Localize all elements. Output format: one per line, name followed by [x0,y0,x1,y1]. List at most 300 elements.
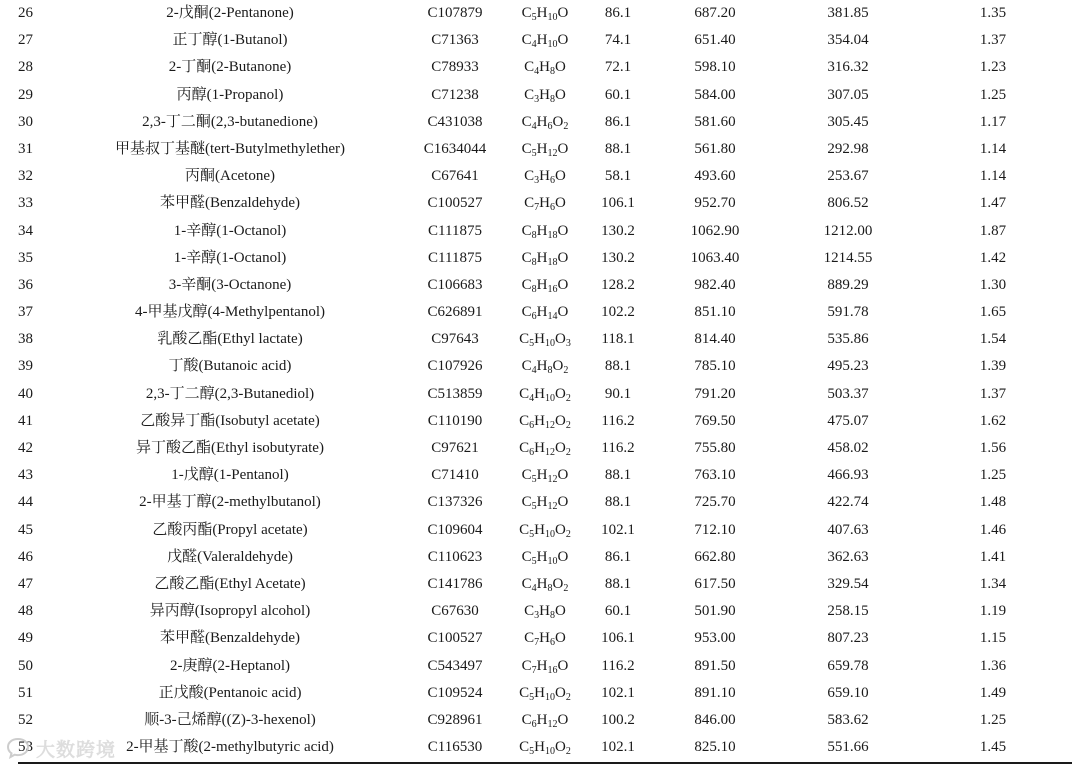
formula-subscript: 8 [550,93,555,105]
molecular-formula [505,136,585,163]
formula-subscript: 2 [563,365,569,377]
formula-element: O [557,494,569,511]
molecular-formula [505,435,585,462]
drift-time: 1.46 [979,521,1007,538]
formula-subscript: 4 [531,39,537,51]
retention-index: 1063.40 [690,249,740,266]
molecular-weight: 88.1 [604,358,632,375]
row-number: 37 [18,304,33,321]
formula-element: O [557,548,569,565]
compound-name: 正戊酸(Pentanoic acid) [158,684,302,701]
formula-subscript: 16 [547,664,558,676]
formula-element: C [521,575,532,592]
drift-time: 1.56 [979,440,1007,456]
retention-time: 292.98 [827,140,869,157]
retention-index: 598.10 [694,59,736,76]
retention-time: 307.05 [827,86,869,103]
formula-element: C [521,113,532,130]
formula-element: C [521,711,532,728]
formula-element: H [539,195,550,212]
compound-name: 2-丁酮(2-Butanone) [168,59,292,76]
table-row [0,734,1080,761]
cas-number: C110623 [427,548,483,565]
retention-index: 725.70 [694,494,736,511]
formula-element: C [524,86,535,103]
compound-name: 乙酸丙酯(Propyl acetate) [152,521,308,538]
compound-name: 丙酮(Acetone) [185,168,275,185]
retention-time: 659.10 [827,684,869,701]
formula-subscript: 2 [565,528,571,540]
compound-name: 丁酸(Butanoic acid) [168,358,292,375]
formula-subscript: 6 [550,202,555,214]
formula-element: H [536,358,548,375]
formula-element: H [539,630,550,647]
retention-index: 651.40 [694,32,736,49]
formula-subscript: 4 [531,365,537,377]
molecular-weight: 116.2 [601,440,635,456]
retention-time: 458.02 [827,440,869,456]
formula-subscript: 8 [547,582,553,594]
formula-element: C [519,684,530,701]
formula-subscript: 4 [529,392,535,404]
formula-subscript: 10 [547,39,558,51]
formula-element: O [555,603,566,620]
row-number: 29 [18,86,33,103]
cas-number: C109524 [427,684,483,701]
formula-element: H [539,168,550,185]
table-row [0,326,1080,353]
drift-time: 1.37 [979,32,1007,49]
molecular-weight: 88.1 [604,467,632,484]
molecular-weight: 58.1 [604,168,632,185]
compound-name: 苯甲醛(Benzaldehyde) [160,195,300,212]
formula-subscript: 4 [531,120,537,132]
row-number: 53 [18,739,33,756]
retention-time: 253.67 [827,168,869,185]
formula-subscript: 5 [529,528,535,540]
retention-index: 952.70 [694,195,736,212]
formula-element: H [536,304,548,321]
formula-element: H [536,711,548,728]
formula-element: H [536,494,548,511]
compound-name: 1-戊醇(1-Pentanol) [171,467,289,484]
cas-number: C97621 [431,440,479,456]
formula-subscript: 6 [529,447,535,458]
molecular-weight: 102.1 [601,521,635,538]
formula-element: H [536,276,548,293]
formula-element: H [539,59,550,76]
retention-time: 1212.00 [823,222,873,239]
molecular-formula [505,734,585,761]
row-number: 50 [18,657,33,674]
compound-name: 丙醇(1-Propanol) [176,86,284,103]
formula-element: C [521,276,532,293]
formula-subscript: 12 [545,419,555,431]
formula-element: H [534,440,545,456]
retention-time: 305.45 [827,113,869,130]
formula-element: H [534,385,545,402]
formula-subscript: 8 [547,365,553,377]
molecular-weight: 72.1 [604,59,632,76]
drift-time: 1.48 [979,494,1007,511]
retention-index: 755.80 [694,440,736,456]
retention-index: 769.50 [694,412,736,429]
row-number: 44 [18,494,33,511]
cas-number: C100527 [427,195,483,212]
row-number: 45 [18,521,33,538]
row-number: 40 [18,385,33,402]
formula-element: H [534,739,545,756]
molecular-weight: 116.2 [601,412,635,429]
compound-name: 乙酸乙酯(Ethyl Acetate) [154,575,306,592]
compound-name: 2-庚醇(2-Heptanol) [170,657,290,674]
cas-number: C71363 [431,32,479,49]
row-number: 42 [18,440,33,456]
row-number: 51 [18,684,33,701]
formula-element: O [555,521,566,538]
cas-number: C141786 [427,575,483,592]
retention-time: 362.63 [827,548,869,565]
table-row [0,27,1080,54]
molecular-weight: 130.2 [601,222,635,239]
molecular-weight: 100.2 [601,711,635,728]
formula-subscript: 3 [534,610,540,622]
compound-name: 2-甲基丁酸(2-methylbutyric acid) [126,739,334,756]
molecular-weight: 90.1 [604,385,632,402]
retention-index: 687.20 [694,5,736,21]
formula-subscript: 5 [531,501,537,513]
row-number: 36 [18,276,33,293]
row-number: 47 [18,575,33,592]
retention-index: 891.50 [694,657,736,674]
retention-index: 851.10 [694,304,736,321]
table-row [0,435,1080,462]
formula-element: H [534,684,545,701]
retention-time: 495.23 [827,358,869,375]
molecular-formula [505,489,585,516]
drift-time: 1.34 [979,575,1007,592]
formula-subscript: 12 [547,147,558,159]
compound-name: 2-戊酮(2-Pentanone) [166,5,294,21]
formula-subscript: 10 [545,746,555,758]
molecular-formula [505,82,585,109]
formula-element: C [524,168,535,185]
retention-time: 407.63 [827,521,869,538]
cas-number: C109604 [427,521,483,538]
formula-subscript: 6 [529,419,535,431]
drift-time: 1.15 [979,630,1007,647]
table-row [0,353,1080,380]
formula-element: O [557,304,569,321]
formula-element: C [524,195,535,212]
cas-number: C928961 [427,711,483,728]
drift-time: 1.30 [979,276,1007,293]
molecular-formula [505,517,585,544]
row-number: 32 [18,168,33,185]
formula-subscript: 14 [547,311,558,323]
formula-element: C [524,630,535,647]
row-number: 34 [18,222,33,239]
formula-element: O [555,739,566,756]
formula-subscript: 3 [565,338,571,350]
row-number: 28 [18,59,33,76]
formula-subscript: 8 [531,283,537,295]
compound-name: 2,3-丁二酮(2,3-butanedione) [142,113,318,130]
compound-name: 顺-3-己烯醇((Z)-3-hexenol) [144,711,316,728]
retention-time: 591.78 [827,304,869,321]
formula-subscript: 12 [545,447,555,458]
molecular-formula [505,653,585,680]
retention-index: 763.10 [694,467,736,484]
formula-element: O [557,5,569,21]
formula-subscript: 6 [531,718,537,730]
retention-time: 1214.55 [823,249,873,266]
formula-subscript: 2 [563,582,569,594]
formula-element: H [536,657,548,674]
drift-time: 1.35 [979,5,1007,21]
formula-subscript: 6 [547,120,553,132]
drift-time: 1.41 [979,548,1007,565]
molecular-formula [505,544,585,571]
formula-element: C [521,5,532,21]
row-number: 43 [18,467,33,484]
retention-time: 316.32 [827,59,869,76]
formula-element: H [539,603,550,620]
molecular-weight: 116.2 [601,657,635,674]
cas-number: C67641 [431,168,479,185]
table-row [0,462,1080,489]
drift-time: 1.25 [979,86,1007,103]
cas-number: C626891 [427,304,483,321]
compound-name: 4-甲基戊醇(4-Methylpentanol) [135,304,325,321]
table-row [0,544,1080,571]
molecular-weight: 88.1 [604,494,632,511]
retention-index: 1062.90 [690,222,740,239]
molecular-formula [505,163,585,190]
retention-index: 561.80 [694,140,736,157]
row-number: 26 [18,5,33,21]
retention-index: 825.10 [694,739,736,756]
compound-name: 异丙醇(Isopropyl alcohol) [149,603,311,620]
row-number: 48 [18,603,33,620]
formula-subscript: 6 [550,637,555,649]
retention-index: 584.00 [694,86,736,103]
retention-index: 846.00 [694,711,736,728]
formula-subscript: 2 [565,392,571,404]
drift-time: 1.65 [979,304,1007,321]
table-row [0,571,1080,598]
retention-time: 466.93 [827,467,869,484]
row-number: 46 [18,548,33,565]
compound-name: 1-辛醇(1-Octanol) [173,222,287,239]
formula-subscript: 5 [531,147,537,159]
molecular-weight: 102.1 [601,739,635,756]
formula-subscript: 2 [565,746,571,758]
compound-name: 2-甲基丁醇(2-methylbutanol) [139,494,321,511]
table-row [0,0,1080,27]
formula-element: O [552,575,564,592]
formula-element: C [521,494,532,511]
row-number: 27 [18,32,33,49]
formula-subscript: 8 [550,610,555,622]
row-number: 30 [18,113,33,130]
cas-number: C107879 [427,5,483,21]
formula-subscript: 8 [550,66,555,78]
molecular-formula [505,408,585,435]
formula-element: C [521,304,532,321]
formula-element: O [555,630,566,647]
table-row [0,190,1080,217]
retention-time: 583.62 [827,711,869,728]
table-row [0,680,1080,707]
table-row [0,136,1080,163]
row-number: 41 [18,412,33,429]
formula-subscript: 7 [534,202,540,214]
molecular-formula [505,381,585,408]
formula-element: C [519,331,530,348]
formula-element: H [536,548,548,565]
table-row [0,489,1080,516]
molecular-weight: 106.1 [601,195,635,212]
formula-element: O [555,59,566,76]
cas-number: C513859 [427,385,483,402]
formula-element: C [521,358,532,375]
molecular-weight: 88.1 [604,140,632,157]
drift-time: 1.39 [979,358,1007,375]
formula-element: C [521,140,532,157]
formula-subscript: 4 [531,582,537,594]
retention-index: 814.40 [694,331,736,348]
molecular-weight: 118.1 [601,331,635,348]
compound-name: 乳酸乙酯(Ethyl lactate) [157,331,303,348]
retention-index: 791.20 [694,385,736,402]
cas-number: C111875 [428,249,482,266]
retention-time: 806.52 [827,195,869,212]
molecular-formula [505,326,585,353]
cas-number: C71238 [431,86,479,103]
molecular-formula [505,598,585,625]
retention-index: 581.60 [694,113,736,130]
table-row [0,625,1080,652]
formula-element: C [519,440,530,456]
drift-time: 1.36 [979,657,1007,674]
drift-time: 1.25 [979,467,1007,484]
retention-time: 381.85 [827,5,869,21]
molecular-formula [505,571,585,598]
formula-element: O [555,86,566,103]
formula-subscript: 5 [531,12,537,23]
row-number: 39 [18,358,33,375]
row-number: 49 [18,630,33,647]
table-row [0,245,1080,272]
formula-element: O [555,385,566,402]
cas-number: C71410 [431,467,479,484]
drift-time: 1.23 [979,59,1007,76]
molecular-weight: 86.1 [604,548,632,565]
retention-time: 659.78 [827,657,869,674]
molecular-weight: 86.1 [604,5,632,21]
table-row [0,272,1080,299]
molecular-formula [505,625,585,652]
formula-subscript: 5 [529,691,535,703]
formula-element: O [557,657,569,674]
formula-element: H [536,140,548,157]
molecular-formula [505,190,585,217]
formula-subscript: 10 [545,392,555,404]
formula-subscript: 18 [547,229,558,241]
retention-index: 785.10 [694,358,736,375]
formula-subscript: 12 [547,501,558,513]
molecular-weight: 60.1 [604,86,632,103]
formula-subscript: 10 [545,691,555,703]
drift-time: 1.14 [979,140,1007,157]
formula-subscript: 12 [547,718,558,730]
formula-subscript: 8 [531,256,537,268]
formula-subscript: 2 [565,419,571,431]
formula-subscript: 8 [531,229,537,241]
retention-time: 889.29 [827,276,869,293]
cas-number: C67630 [431,603,479,620]
formula-subscript: 5 [529,746,535,758]
formula-element: H [539,86,550,103]
molecular-weight: 102.1 [601,684,635,701]
table-row [0,381,1080,408]
table-row [0,54,1080,81]
retention-index: 501.90 [694,603,736,620]
molecular-formula [505,109,585,136]
molecular-formula [505,0,585,27]
formula-subscript: 10 [547,12,558,23]
formula-subscript: 5 [529,338,535,350]
molecular-weight: 102.2 [601,304,635,321]
formula-subscript: 16 [547,283,558,295]
molecular-weight: 60.1 [604,603,632,620]
row-number: 52 [18,711,33,728]
table-row [0,218,1080,245]
drift-time: 1.49 [979,684,1007,701]
retention-index: 891.10 [694,684,736,701]
molecular-formula [505,680,585,707]
formula-subscript: 6 [550,175,555,187]
formula-element: C [521,249,532,266]
drift-time: 1.62 [979,412,1007,429]
watermark-text: 大数跨境 [36,738,117,761]
compound-name: 1-辛醇(1-Octanol) [173,249,287,266]
retention-index: 662.80 [694,548,736,565]
formula-element: C [519,739,530,756]
compound-name: 戊醛(Valeraldehyde) [167,548,293,565]
table-row [0,109,1080,136]
drift-time: 1.19 [979,603,1007,620]
table-bottom-rule [18,762,1072,764]
molecular-weight: 86.1 [604,113,632,130]
formula-subscript: 2 [563,120,569,132]
cas-number: C100527 [427,630,483,647]
formula-subscript: 18 [547,256,558,268]
row-number: 33 [18,195,33,212]
formula-element: C [519,385,530,402]
formula-subscript: 2 [565,447,571,458]
formula-element: O [552,358,564,375]
retention-time: 503.37 [827,385,869,402]
cas-number: C106683 [427,276,483,293]
formula-element: C [521,222,532,239]
molecular-formula [505,54,585,81]
formula-element: O [555,440,566,456]
row-number: 35 [18,249,33,266]
cas-number: C431038 [427,113,483,130]
retention-index: 617.50 [694,575,736,592]
